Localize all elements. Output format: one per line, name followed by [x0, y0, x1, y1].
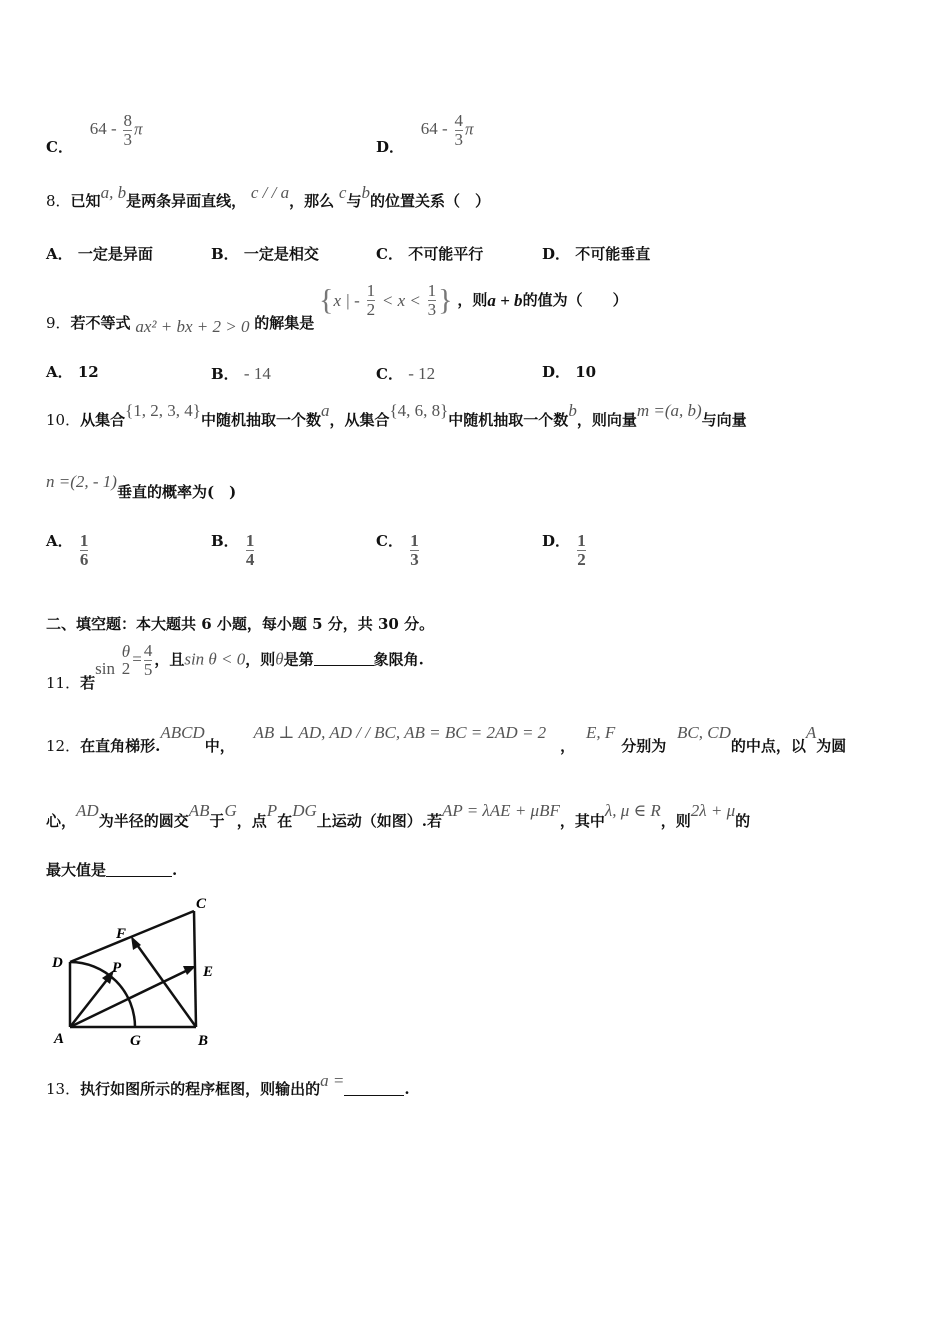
label-a: A: [54, 1031, 65, 1047]
q11-stem: 11．若sin θ 2 = $\frac{4}{5}$ ，且sin θ < 0，则θ是第 象限角.: [46, 641, 424, 693]
q8-stem: 8．已知a, b是两条异面直线， c / / a，那么 c与b的位置关系（ ）: [46, 183, 490, 210]
q12-stem-line3: 最大值是 .: [46, 861, 178, 879]
label-c: C: [196, 896, 207, 912]
q12-geometry-figure: [44, 890, 234, 1050]
label-d: D: [52, 955, 63, 971]
q7-option-d-pre: 64 -: [420, 119, 448, 139]
label-p: P: [112, 960, 122, 976]
edge-cd: [70, 911, 194, 962]
arc-dg: [70, 962, 135, 1027]
q10-option-c: C． $\frac{1}{3}$: [376, 531, 419, 569]
q9-inequality: ax² + bx + 2 > 0: [135, 317, 250, 337]
q9-option-b: B． - 14: [211, 364, 271, 383]
q9-option-a: A． 12: [46, 363, 99, 381]
q7-option-c-pre: 64 -: [89, 119, 117, 139]
q7-option-c: C． 64 - $\frac{8}{3}$ π: [46, 111, 143, 157]
vector-bf: [135, 942, 196, 1027]
q13-stem: 13．执行如图所示的程序框图，则输出的a = .: [46, 1071, 410, 1098]
label-e: E: [203, 964, 214, 980]
q9-fraction-1: $\frac{1}{2}$: [366, 281, 376, 319]
q9-fraction-2: $\frac{1}{3}$: [427, 281, 437, 319]
q12-stem-line2: 心，AD为半径的圆交AB于G，点P在DG上运动（如图）.若AP = λAE + μBF，其中λ, μ ∈ R，则2λ + μ的: [46, 801, 751, 830]
vector-ae: [70, 969, 190, 1027]
label-f: F: [116, 926, 127, 942]
q10-stem-line1: 10．从集合{1, 2, 3, 4}中随机抽取一个数a，从集合{4, 6, 8}中随机抽取一个数b，则向量m =(a, b)与向量: [46, 401, 747, 429]
q11-value-fraction: $\frac{4}{5}$: [143, 641, 153, 679]
q12-answer-blank[interactable]: [106, 862, 172, 877]
q8-option-b: B． 一定是相交: [211, 245, 319, 263]
q11-answer-blank[interactable]: [314, 651, 374, 666]
q11-theta-fraction: θ 2: [121, 641, 131, 679]
q7-option-c-label: C．: [46, 138, 73, 157]
q10-stem-line2: n =(2, - 1)垂直的概率为( ): [46, 472, 237, 501]
section-2-title: 二、填空题：本大题共 6 小题，每小题 5 分，共 30 分。: [46, 615, 435, 633]
label-b: B: [198, 1033, 209, 1049]
q7-option-d: D． 64 - $\frac{4}{3}$ π: [376, 111, 474, 157]
q8-option-c: C． 不可能平行: [376, 245, 484, 263]
q12-stem-line1: 12．在直角梯形.ABCD中， AB ⊥ AD, AD / / BC, AB = BC = 2AD = 2， E, F分别为 BC, CD的中点，以A为圆: [46, 723, 847, 755]
vector-ap: [70, 976, 110, 1027]
q10-option-a: A． $\frac{1}{6}$: [46, 531, 89, 569]
q9-option-c: C． - 12: [376, 364, 436, 383]
q9-stem: 9．若不等式 ax² + bx + 2 > 0 的解集是 {x | - $\frac{1}{2}$ < x < $\frac{1}{3}$ } ，则a + b的值为（ ）: [46, 281, 628, 337]
q9-option-d: D． 10: [542, 363, 597, 381]
q10-option-b: B． $\frac{1}{4}$: [211, 531, 255, 569]
q10-option-d: D． $\frac{1}{2}$: [542, 531, 586, 569]
q7-option-c-fraction: $\frac{8}{3}$: [123, 111, 132, 149]
q8-option-d: D． 不可能垂直: [542, 245, 651, 263]
edge-bc: [194, 911, 196, 1027]
label-g: G: [130, 1033, 141, 1049]
q8-option-a: A． 一定是异面: [46, 245, 153, 263]
q7-option-d-label: D．: [376, 138, 405, 157]
q7-option-d-fraction: $\frac{4}{3}$: [454, 111, 463, 149]
q13-answer-blank[interactable]: [344, 1081, 404, 1096]
